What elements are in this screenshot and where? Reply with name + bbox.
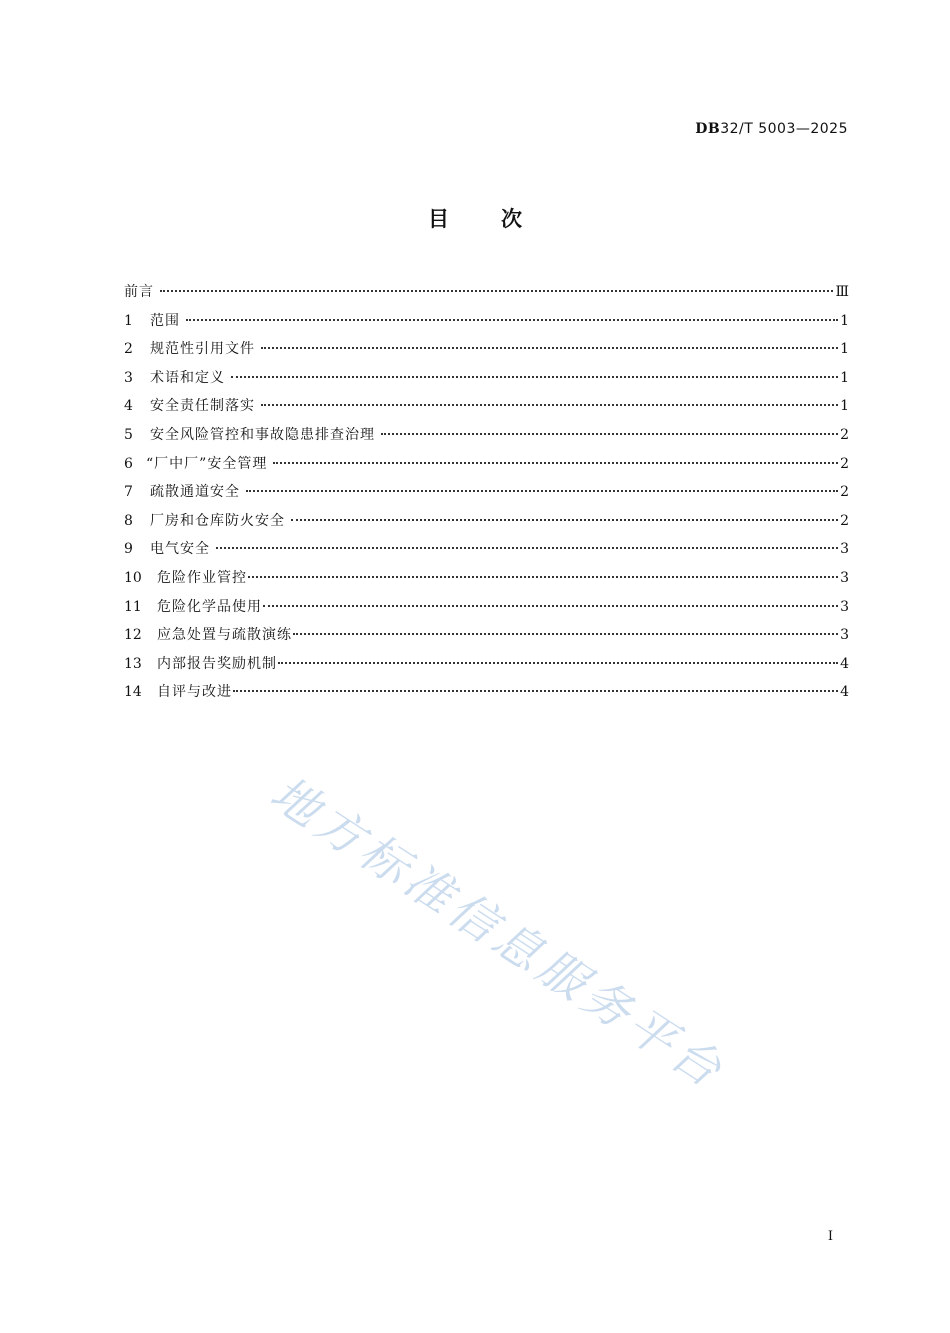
toc-dot-leader [186,319,838,321]
toc-item-page: 2 [840,484,849,501]
toc-item-label: “厂中厂”安全管理 [146,455,268,472]
toc-item-label: 内部报告奖励机制 [157,655,277,672]
toc-dot-leader [291,519,838,521]
toc-item-number: 9 [124,541,133,558]
toc-dot-leader [216,547,838,549]
toc-item-number: 4 [124,398,133,415]
toc-dot-leader [263,605,838,607]
toc-item-11[interactable] [124,595,849,624]
toc-dot-leader [293,633,838,635]
toc-item-number: 5 [124,426,133,443]
toc-item-5[interactable] [124,423,849,452]
toc-item-1[interactable] [124,309,849,338]
toc-item-number: 6 [124,455,133,472]
toc-item-label: 安全责任制落实 [150,398,255,415]
table-of-contents [124,280,849,709]
document-code [695,121,848,137]
toc-item-number: 8 [124,512,133,529]
watermark: 地方标准信息服务平台 [260,765,736,1101]
page-number: I [827,1229,833,1244]
toc-dot-leader [261,347,838,349]
toc-item-label: 应急处置与疏散演练 [157,627,292,644]
toc-item-page: 1 [840,369,849,386]
toc-item-6[interactable] [124,452,849,481]
toc-item-label: 疏散通道安全 [150,484,240,501]
toc-item-4[interactable] [124,394,849,423]
toc-item-number: 14 [124,684,142,701]
toc-dot-leader [248,576,838,578]
toc-item-9[interactable] [124,537,849,566]
toc-item-3[interactable] [124,366,849,395]
toc-item-number: 12 [124,627,142,644]
toc-item-page: 4 [840,684,849,701]
toc-item-label: 前言 [124,284,154,300]
toc-item-number: 7 [124,484,133,501]
toc-item-label: 危险作业管控 [157,569,247,586]
toc-item-label: 厂房和仓库防火安全 [150,512,285,529]
toc-item-2[interactable] [124,337,849,366]
toc-item-13[interactable] [124,652,849,681]
document-code-number: 32/T 5003—2025 [720,121,848,137]
toc-item-label: 安全风险管控和事故隐患排查治理 [150,426,375,443]
toc-item-number: 10 [124,569,142,586]
toc-item-page: 3 [840,541,849,558]
toc-item-8[interactable] [124,509,849,538]
toc-item-number: 11 [124,598,142,615]
toc-item-page: Ⅲ [835,284,849,300]
toc-item-label: 危险化学品使用 [157,598,262,615]
toc-dot-leader [278,662,838,664]
toc-item-page: 1 [840,341,849,358]
toc-item-page: 2 [840,455,849,472]
toc-item-number: 2 [124,341,133,358]
toc-item-page: 3 [840,598,849,615]
toc-item-label: 术语和定义 [150,369,225,386]
page-title: 目次 [428,207,574,231]
toc-dot-leader [160,290,833,292]
toc-item-label: 电气安全 [150,541,210,558]
toc-item-page: 1 [840,312,849,329]
toc-dot-leader [273,462,838,464]
toc-item-page: 3 [840,569,849,586]
toc-item-label: 规范性引用文件 [150,341,255,358]
toc-item-number: 3 [124,369,133,386]
toc-item-7[interactable] [124,480,849,509]
toc-item-10[interactable] [124,566,849,595]
toc-item-number: 13 [124,655,142,672]
toc-item-14[interactable] [124,680,849,709]
toc-item-page: 4 [840,655,849,672]
toc-item-preface[interactable] [124,280,849,309]
toc-dot-leader [381,433,838,435]
toc-dot-leader [231,376,838,378]
toc-item-label: 自评与改进 [157,684,232,701]
toc-item-page: 2 [840,426,849,443]
toc-item-page: 3 [840,627,849,644]
toc-dot-leader [246,490,838,492]
document-code-prefix: DB [695,121,721,137]
toc-dot-leader [261,404,838,406]
toc-dot-leader [233,690,838,692]
toc-item-number: 1 [124,312,133,329]
toc-item-page: 1 [840,398,849,415]
toc-item-label: 范围 [150,312,180,329]
toc-item-page: 2 [840,512,849,529]
toc-item-12[interactable] [124,623,849,652]
